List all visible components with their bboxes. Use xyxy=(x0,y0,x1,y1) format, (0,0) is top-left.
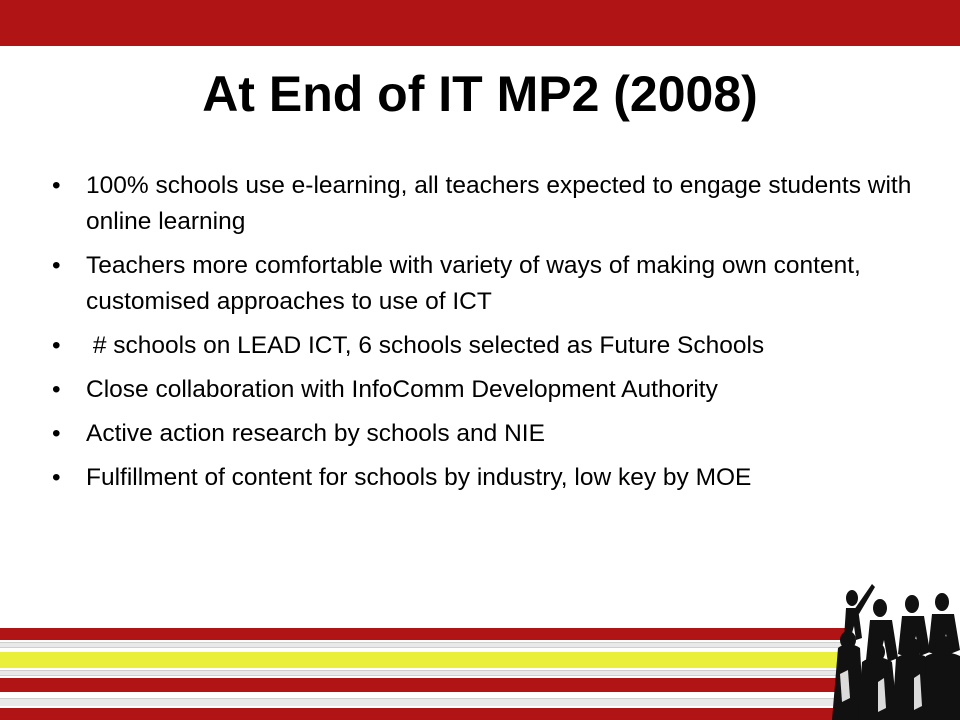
top-red-band xyxy=(0,0,960,46)
bullet-list xyxy=(52,168,932,504)
bullet-dot: • xyxy=(52,420,61,447)
bullet-dot: • xyxy=(52,332,61,359)
bullet-text: Close collaboration with InfoComm Development Authority xyxy=(86,376,718,403)
bullet-dot: • xyxy=(52,172,61,199)
bullet-text: 100% schools use e-learning, all teachers expected to engage students with online learning xyxy=(86,172,912,235)
bullet-item xyxy=(52,460,932,496)
stripe-gray xyxy=(0,642,845,648)
stripe-red xyxy=(0,678,845,692)
bullet-item xyxy=(52,372,932,408)
people-silhouettes-icon xyxy=(818,578,960,720)
bullet-text: # schools on LEAD ICT, 6 schools selected as Future Schools xyxy=(86,332,765,359)
bullet-text: Active action research by schools and NIE xyxy=(86,420,545,447)
bullet-text: Fulfillment of content for schools by industry, low key by MOE xyxy=(86,464,752,491)
bullet-dot: • xyxy=(52,376,61,403)
bullet-item xyxy=(52,416,932,452)
bullet-item xyxy=(52,168,932,240)
bullet-item xyxy=(52,248,932,320)
stripe-gray xyxy=(0,670,845,676)
stripe-red xyxy=(0,628,845,640)
bullet-dot: • xyxy=(52,464,61,491)
bottom-stripes xyxy=(0,628,845,720)
bullet-item xyxy=(52,328,932,364)
bullet-text: Teachers more comfortable with variety of ways of making own content, customised approaches to use of ICT xyxy=(86,252,861,315)
slide-title: At End of IT MP2 (2008) xyxy=(202,66,758,122)
stripe-yellow xyxy=(0,652,845,668)
bullet-dot: • xyxy=(52,252,61,279)
stripe-gray xyxy=(0,698,845,706)
stripe-red xyxy=(0,708,845,720)
